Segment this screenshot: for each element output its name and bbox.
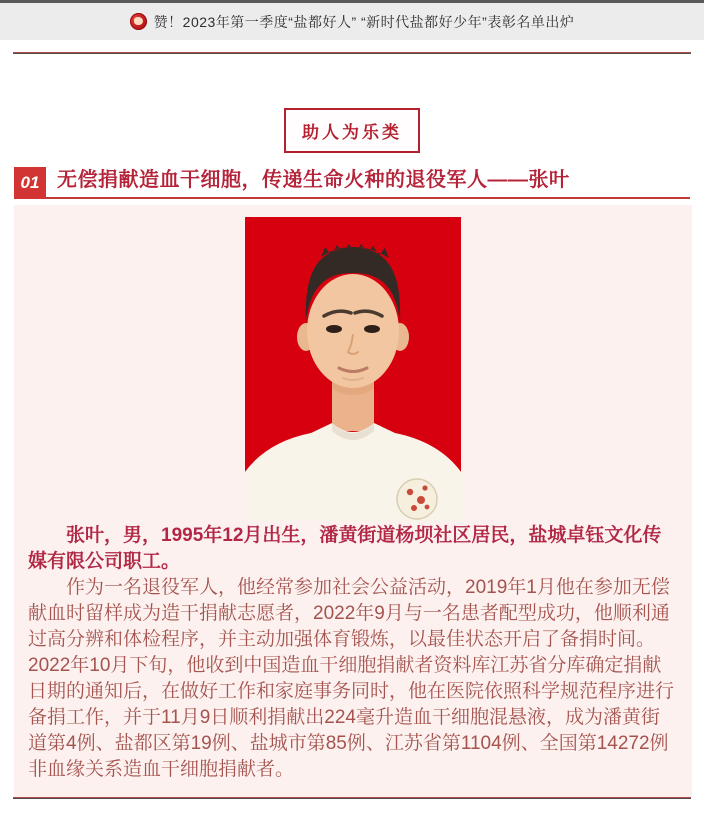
section-title: 无偿捐献造血干细胞，传递生命火种的退役军人——张叶 [57, 169, 570, 191]
category-row [0, 108, 704, 153]
section-number-badge: 01 [14, 167, 46, 199]
category-label: 助人为乐类 [302, 123, 402, 142]
page-header [0, 3, 704, 40]
category-box [284, 108, 420, 153]
section-header [14, 163, 690, 199]
top-divider [13, 52, 691, 54]
article-paragraph-body: 作为一名退役军人，他经常参加社会公益活动，2019年1月他在参加无偿献血时留样成为造干捐献志愿者，2022年9月与一名患者配型成功，他顺利通过高分辨和体检程序，并主动加强体育锻炼，以最佳状态开启了备捐时间。2022年10月下旬，他收到中国造血干细胞捐献者资料库江苏省分库确定捐献日期的通知后，在做好工作和家庭事务同时，他在医院依照科学规范程序进行备捐工作，并于11月9日顺利捐献出224毫升造血干细胞混悬液，成为潘黄街道第4例、盐都区第19例、盐城市第85例、江苏省第1104例、全国第14272例非血缘关系造血干细胞捐献者。 [28, 577, 675, 780]
bottom-divider [13, 797, 691, 799]
seal-logo-icon [130, 13, 147, 30]
article-body [28, 523, 678, 783]
portrait-photo[interactable] [245, 217, 461, 521]
article-paragraph-lead: 张叶，男，1995年12月出生，潘黄街道杨坝社区居民，盐城卓钰文化传媒有限公司职工。 [28, 525, 662, 572]
page-header-title: 赞！2023年第一季度“盐都好人” “新时代盐都好少年”表彰名单出炉 [153, 13, 575, 30]
content-panel [14, 205, 692, 797]
section-title-underline [46, 163, 690, 199]
